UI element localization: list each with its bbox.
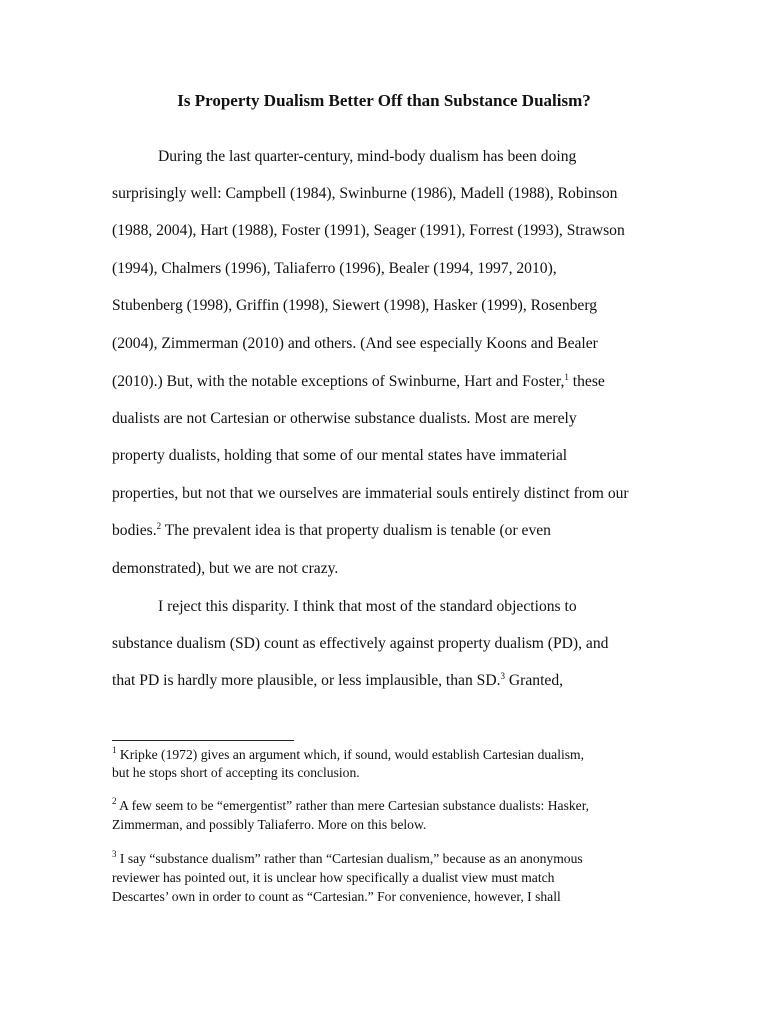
footnote-1-line: $^1$ Kripke (1972) gives an argument which, if sound, would establish Cartesian dualism, bbox=[112, 745, 585, 762]
footnote-1-line: but he stops short of accepting its conclusion. bbox=[112, 765, 360, 780]
body-line: During the last quarter-century, mind-body dualism has been doing bbox=[158, 148, 577, 165]
body-line: (2010).) But, with the notable exceptions of Swinburne, Hart and Foster,$^1$ these bbox=[112, 372, 605, 390]
footnote-number: 3 bbox=[112, 849, 117, 859]
footnote-marker-3: 3 bbox=[500, 671, 505, 681]
body-line: property dualists, holding that some of our mental states have immaterial bbox=[112, 447, 568, 464]
footnote-3-line: reviewer has pointed out, it is unclear how specifically a dualist view must match bbox=[112, 870, 555, 885]
body-line: that PD is hardly more plausible, or less implausible, than SD.$^3$ Granted, bbox=[112, 671, 564, 689]
footnote-3-line: $^3$ I say “substance dualism” rather than “Cartesian dualism,” because as an anonymous bbox=[112, 849, 583, 866]
body-line: (1994), Chalmers (1996), Taliaferro (1996), Bealer (1994, 1997, 2010), bbox=[112, 260, 557, 277]
footnote-3-line: Descartes’ own in order to count as “Cartesian.” For convenience, however, I shall bbox=[112, 889, 561, 904]
paper-title: Is Property Dualism Better Off than Substance Dualism? bbox=[177, 91, 591, 110]
body-line: I reject this disparity. I think that most of the standard objections to bbox=[158, 598, 577, 615]
body-line: Stubenberg (1998), Griffin (1998), Siewert (1998), Hasker (1999), Rosenberg bbox=[112, 297, 598, 314]
footnote-number: 1 bbox=[112, 745, 117, 755]
footnote-separator bbox=[112, 740, 294, 741]
body-line: properties, but not that we ourselves are immaterial souls entirely distinct from our bbox=[112, 485, 629, 502]
body-line: dualists are not Cartesian or otherwise substance dualists. Most are merely bbox=[112, 410, 577, 427]
body-line: surprisingly well: Campbell (1984), Swinburne (1986), Madell (1988), Robinson bbox=[112, 185, 618, 202]
footnote-2-line: Zimmerman, and possibly Taliaferro. More on this below. bbox=[112, 817, 427, 832]
body-line: demonstrated), but we are not crazy. bbox=[112, 560, 339, 577]
footnote-marker-1: 1 bbox=[564, 372, 569, 382]
body-line: substance dualism (SD) count as effectively against property dualism (PD), and bbox=[112, 635, 609, 652]
body-line: (2004), Zimmerman (2010) and others. (And see especially Koons and Bealer bbox=[112, 335, 598, 352]
body-line: (1988, 2004), Hart (1988), Foster (1991), Seager (1991), Forrest (1993), Strawson bbox=[112, 222, 625, 239]
body-line: bodies.$^2$ The prevalent idea is that property dualism is tenable (or even bbox=[112, 521, 551, 539]
footnote-marker-2: 2 bbox=[156, 521, 162, 531]
footnote-2-line: $^2$ A few seem to be “emergentist” rather than mere Cartesian substance dualists: Hasker, bbox=[112, 796, 590, 813]
footnote-number: 2 bbox=[112, 796, 117, 806]
